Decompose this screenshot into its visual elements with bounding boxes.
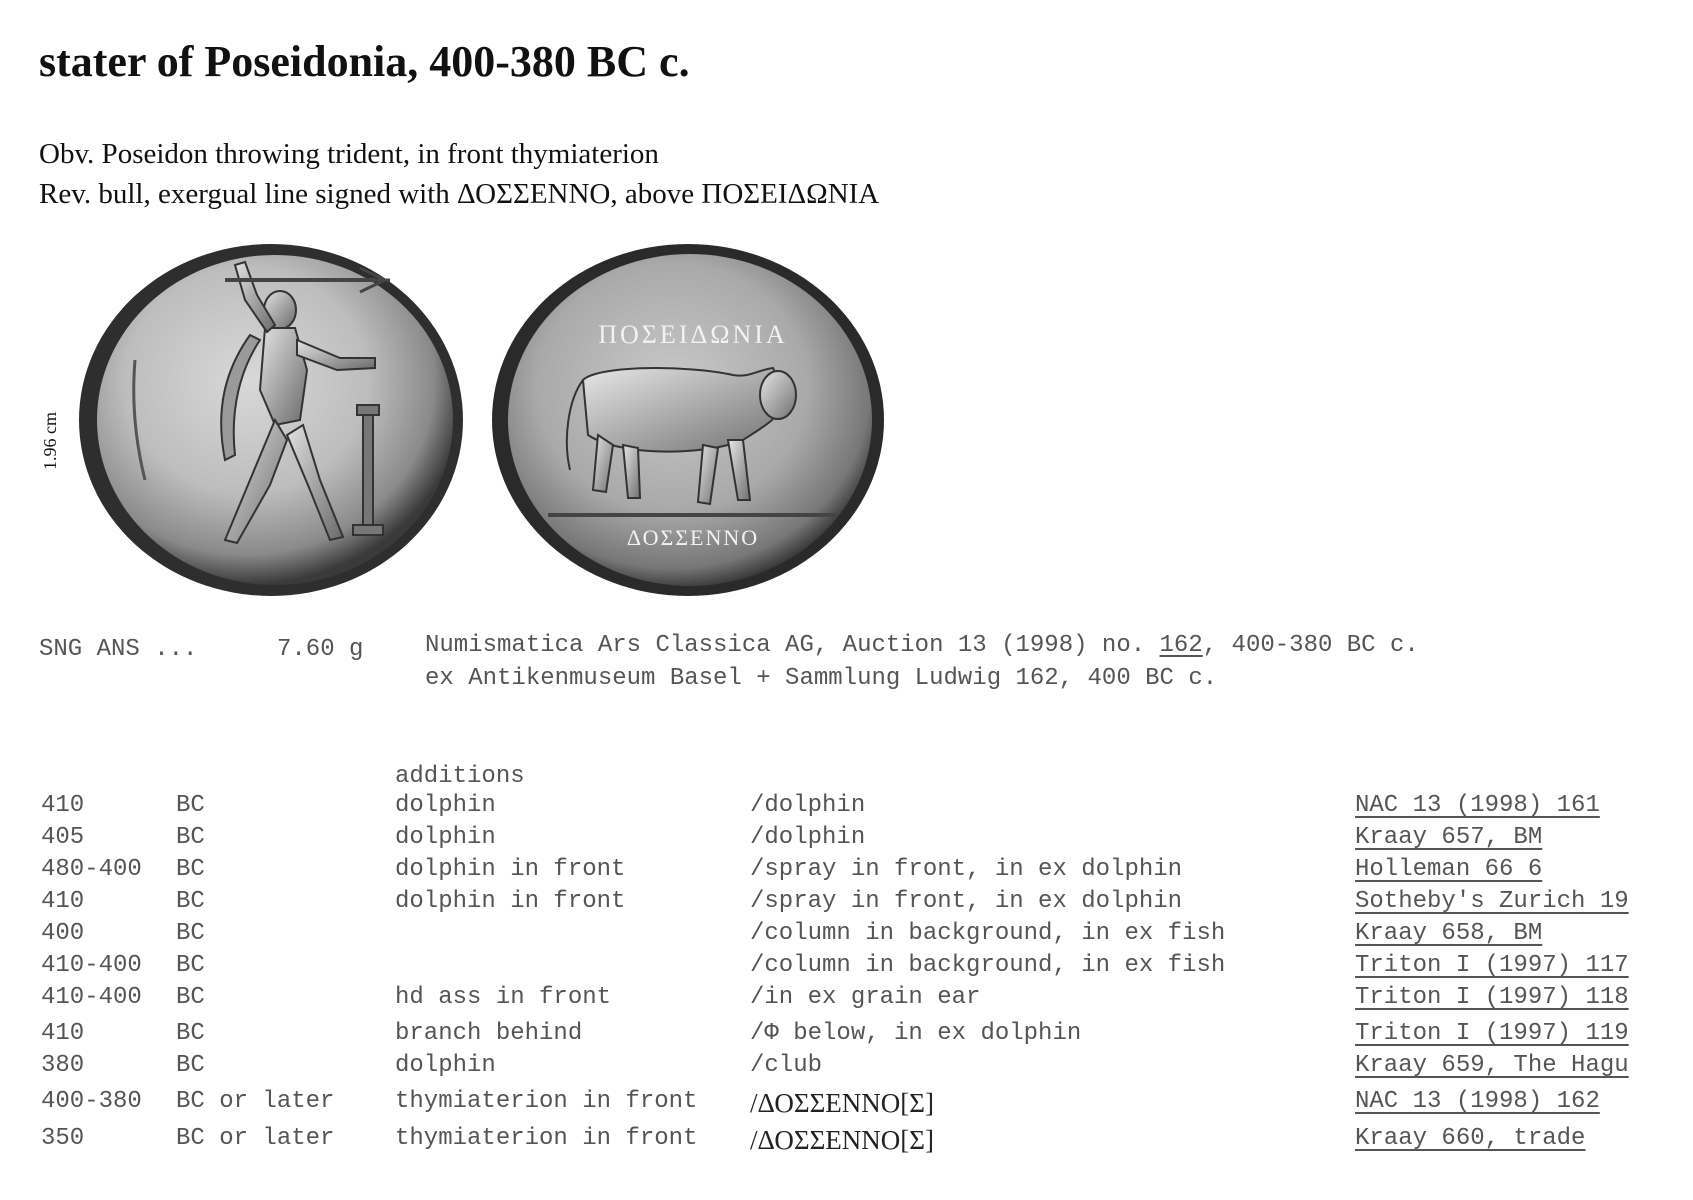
row-date: 410	[41, 792, 85, 819]
provenance: ex Antikenmuseum Basel + Sammlung Ludwig 162, 400 BC c.	[425, 665, 1218, 692]
table-row	[0, 920, 1693, 952]
row-reverse: /ΔΟΣΣΕΝΝΟ[Σ]	[750, 1088, 934, 1118]
row-obverse: dolphin	[395, 1052, 496, 1079]
row-reverse: /column in background, in ex fish	[750, 920, 1226, 947]
row-date: 410-400	[41, 984, 142, 1011]
row-reverse: /club	[750, 1052, 823, 1079]
additions-header: additions	[395, 763, 525, 790]
coin-reverse-image	[488, 240, 888, 600]
table-row	[0, 1020, 1693, 1052]
auction-lot-link[interactable]: 162	[1159, 632, 1203, 659]
reverse-legend-top: ΠΟΣΕΙΔΩΝΙΑ	[598, 320, 788, 349]
row-obverse: dolphin in front	[395, 856, 626, 883]
row-obverse: thymiaterion in front	[395, 1088, 698, 1115]
row-ref-link[interactable]: Kraay 658, BM	[1355, 920, 1543, 947]
table-row	[0, 792, 1693, 824]
table-row	[0, 888, 1693, 920]
table-row	[0, 1125, 1693, 1157]
row-ref-link[interactable]: NAC 13 (1998) 162	[1355, 1088, 1600, 1115]
row-obverse: dolphin	[395, 792, 496, 819]
row-era: BC	[176, 792, 205, 819]
table-row	[0, 984, 1693, 1016]
row-era: BC	[176, 920, 205, 947]
row-date: 400	[41, 920, 85, 947]
row-obverse: branch behind	[395, 1020, 583, 1047]
row-obverse: thymiaterion in front	[395, 1125, 698, 1152]
row-date: 410	[41, 888, 85, 915]
row-ref-link[interactable]: Kraay 657, BM	[1355, 824, 1543, 851]
row-date: 405	[41, 824, 85, 851]
auction-pre: Numismatica Ars Classica AG, Auction 13 (1998) no.	[425, 632, 1160, 659]
coin-weight: 7.60 g	[277, 636, 364, 663]
row-ref-link[interactable]: Holleman 66 6	[1355, 856, 1543, 883]
row-reverse: /spray in front, in ex dolphin	[750, 856, 1183, 883]
page-title: stater of Poseidonia, 400-380 BC c.	[39, 37, 690, 86]
row-era: BC	[176, 888, 205, 915]
row-era: BC	[176, 1020, 205, 1047]
row-obverse: dolphin in front	[395, 888, 626, 915]
reverse-description: Rev. bull, exergual line signed with ΔΟΣΣΕΝΝΟ, above ΠΟΣΕΙΔΩΝΙΑ	[39, 178, 880, 210]
coin-obverse-image	[75, 240, 471, 600]
row-ref-link[interactable]: Kraay 659, The Hagu	[1355, 1052, 1629, 1079]
row-date: 410	[41, 1020, 85, 1047]
row-date: 380	[41, 1052, 85, 1079]
table-row	[0, 952, 1693, 984]
row-reverse: /dolphin	[750, 824, 866, 851]
row-era: BC	[176, 856, 205, 883]
row-ref-link[interactable]: Sotheby's Zurich 19	[1355, 888, 1629, 915]
row-obverse: hd ass in front	[395, 984, 612, 1011]
row-date: 350	[41, 1125, 85, 1152]
row-reverse: /ΔΟΣΣΕΝΝΟ[Σ]	[750, 1125, 934, 1155]
row-reverse: /spray in front, in ex dolphin	[750, 888, 1183, 915]
auction-post: , 400-380 BC c.	[1202, 632, 1419, 659]
row-ref-link[interactable]: NAC 13 (1998) 161	[1355, 792, 1600, 819]
table-row	[0, 1052, 1693, 1084]
row-era: BC	[176, 984, 205, 1011]
row-era: BC	[176, 1052, 205, 1079]
row-era: BC	[176, 824, 205, 851]
row-era: BC or later	[176, 1088, 335, 1115]
row-ref-link[interactable]: Triton I (1997) 117	[1355, 952, 1629, 979]
row-reverse: /in ex grain ear	[750, 984, 981, 1011]
row-ref-link[interactable]: Triton I (1997) 119	[1355, 1020, 1629, 1047]
row-era: BC or later	[176, 1125, 335, 1152]
row-date: 410-400	[41, 952, 142, 979]
row-date: 400-380	[41, 1088, 142, 1115]
table-row	[0, 856, 1693, 888]
table-row	[0, 824, 1693, 856]
row-date: 480-400	[41, 856, 142, 883]
coin-size-label: 1.96 cm	[40, 412, 60, 470]
table-row	[0, 1088, 1693, 1120]
row-obverse: dolphin	[395, 824, 496, 851]
reverse-legend-bottom: ΔΟΣΣΕΝΝΟ	[626, 525, 760, 550]
obverse-description: Obv. Poseidon throwing trident, in front thymiaterion	[39, 138, 659, 170]
auction-reference	[425, 632, 1419, 659]
row-reverse: /Φ below, in ex dolphin	[750, 1020, 1082, 1047]
sng-reference: SNG ANS ...	[39, 636, 198, 663]
row-ref-link[interactable]: Triton I (1997) 118	[1355, 984, 1629, 1011]
row-era: BC	[176, 952, 205, 979]
row-ref-link[interactable]: Kraay 660, trade	[1355, 1125, 1586, 1152]
row-reverse: /dolphin	[750, 792, 866, 819]
row-reverse: /column in background, in ex fish	[750, 952, 1226, 979]
